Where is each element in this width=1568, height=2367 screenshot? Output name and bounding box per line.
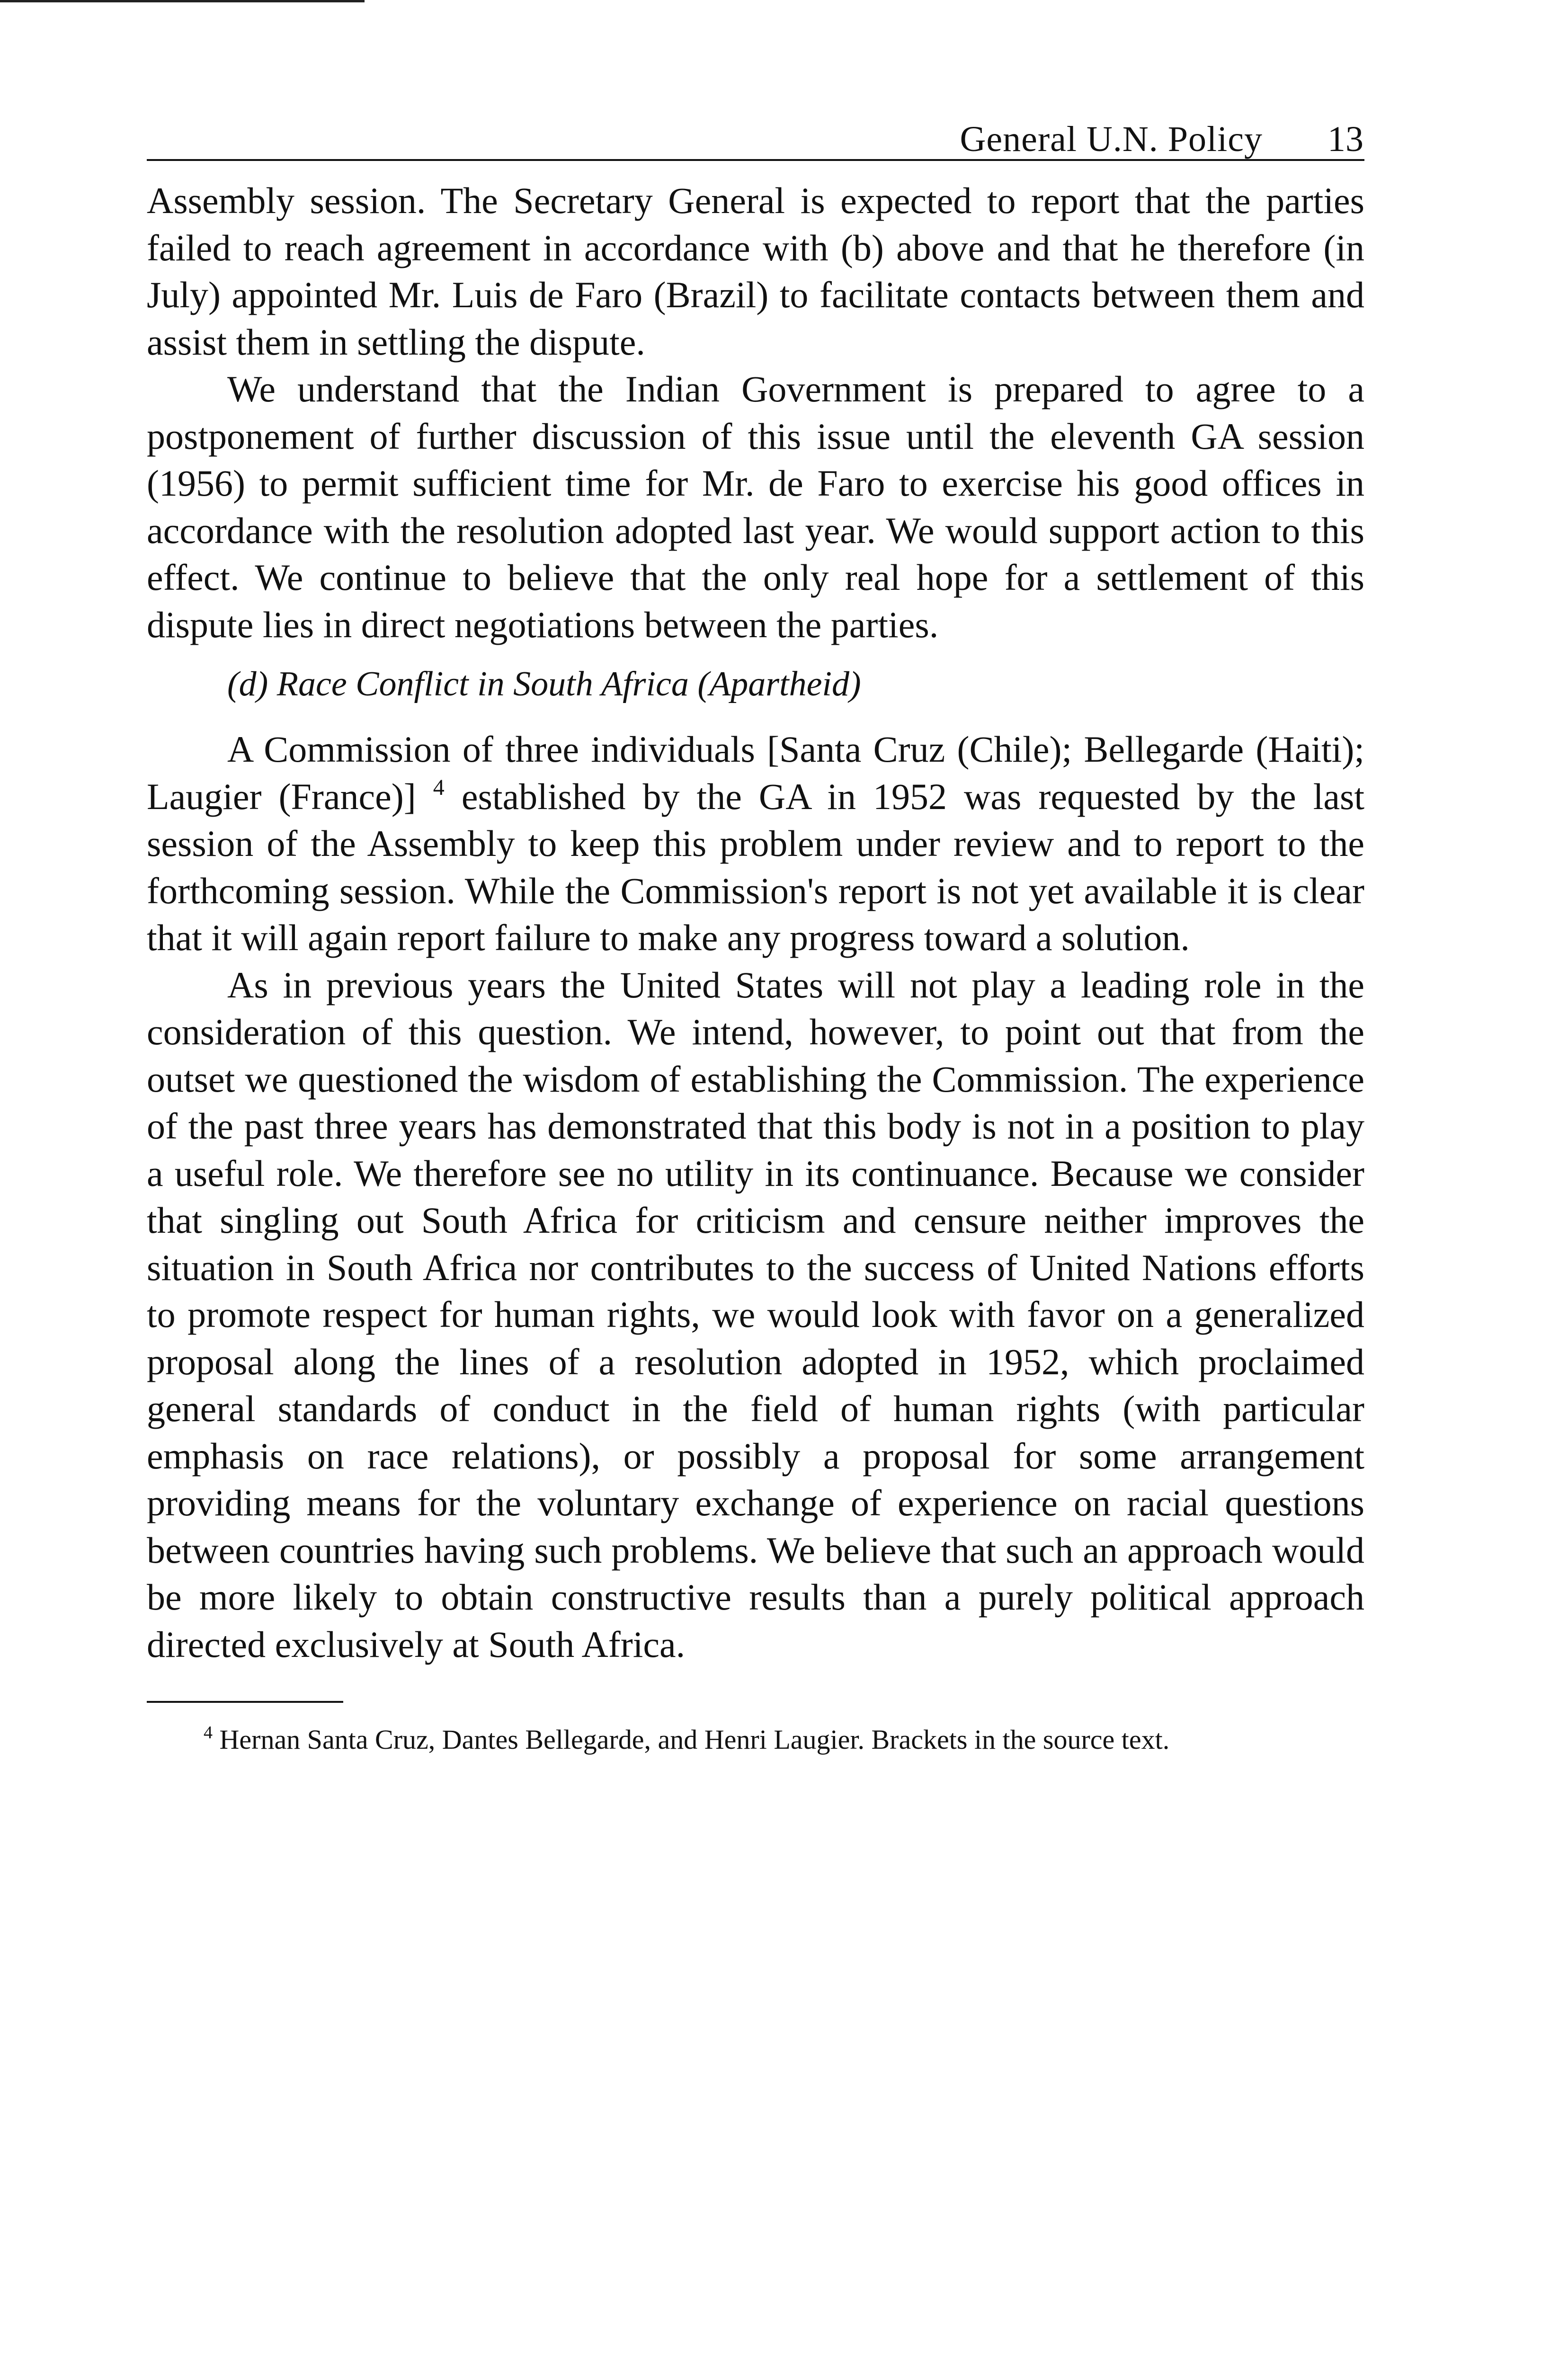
paragraph-commission <box>147 726 1364 961</box>
paragraph-indian-government: We understand that the Indian Government is prepared to agree to a postponement of further discussion of this issue until the eleventh GA session (1956) to permit sufficient time for Mr. de Faro to exercise his good offices in accordance with the resolution adopted last year. We would support action to this effect. We continue to believe that the only real hope for a settlement of this dispute lies in direct negotiations between the parties. <box>147 368 1364 645</box>
paragraph-commission-part1: A Commission of three individuals [Santa Cruz (Chile); Bellegarde (Haiti); Laugier (France)] <box>147 729 1364 817</box>
footnote-text: Hernan Santa Cruz, Dantes Bellegarde, and Henri Laugier. Brackets in the source text. <box>219 1724 1170 1755</box>
paragraph-united-states-position: As in previous years the United States will not play a leading role in the consideration of this question. We intend, however, to point out that from the outset we questioned the wisdom of establishing the Commission. The experience of the past three years has demonstrated that this body is not in a position to play a useful role. We therefore see no utility in its continuance. Because we consider that singling out South Africa for criticism and censure neither improves the situation in South Africa nor contributes to the success of United Nations efforts to promote respect for human rights, we would look with favor on a generalized proposal along the lines of a resolution adopted in 1952, which proclaimed general standards of conduct in the field of human rights (with particular emphasis on race relations), or possibly a proposal for some arrangement providing means for the voluntary exchange of experience on racial questions between countries having such problems. We believe that such an approach would be more likely to obtain constructive results than a purely political approach directed exclusively at South Africa. <box>147 964 1364 1665</box>
footnote-divider <box>147 1701 343 1703</box>
page-number: 13 <box>1327 119 1363 159</box>
running-head <box>147 109 1364 161</box>
section-heading-apartheid: (d) Race Conflict in South Africa (Apartheid) <box>227 665 861 703</box>
footnote <box>147 1722 1364 1758</box>
paragraph-commission-part2: established by the GA in 1952 was requested by the last session of the Assembly to keep this problem under review and to report to the forthcoming session. While the Commission's report is not yet available it is clear that it will again report failure to make any progress toward a solution. <box>147 775 1365 958</box>
paragraph-continued: Assembly session. The Secretary General is expected to report that the parties failed to reach agreement in accordance with (b) above and that he therefore (in July) appointed Mr. Luis de Faro (Brazil) to facilitate contacts between them and assist them in settling the dispute. <box>147 180 1364 363</box>
scan-edge-rule <box>0 0 365 2</box>
footnote-marker: 4 <box>204 1723 213 1743</box>
running-head-title: General U.N. Policy <box>960 119 1263 159</box>
footnote-reference: 4 <box>433 774 445 800</box>
body-text <box>147 177 1364 1668</box>
document-page <box>147 109 1364 1758</box>
